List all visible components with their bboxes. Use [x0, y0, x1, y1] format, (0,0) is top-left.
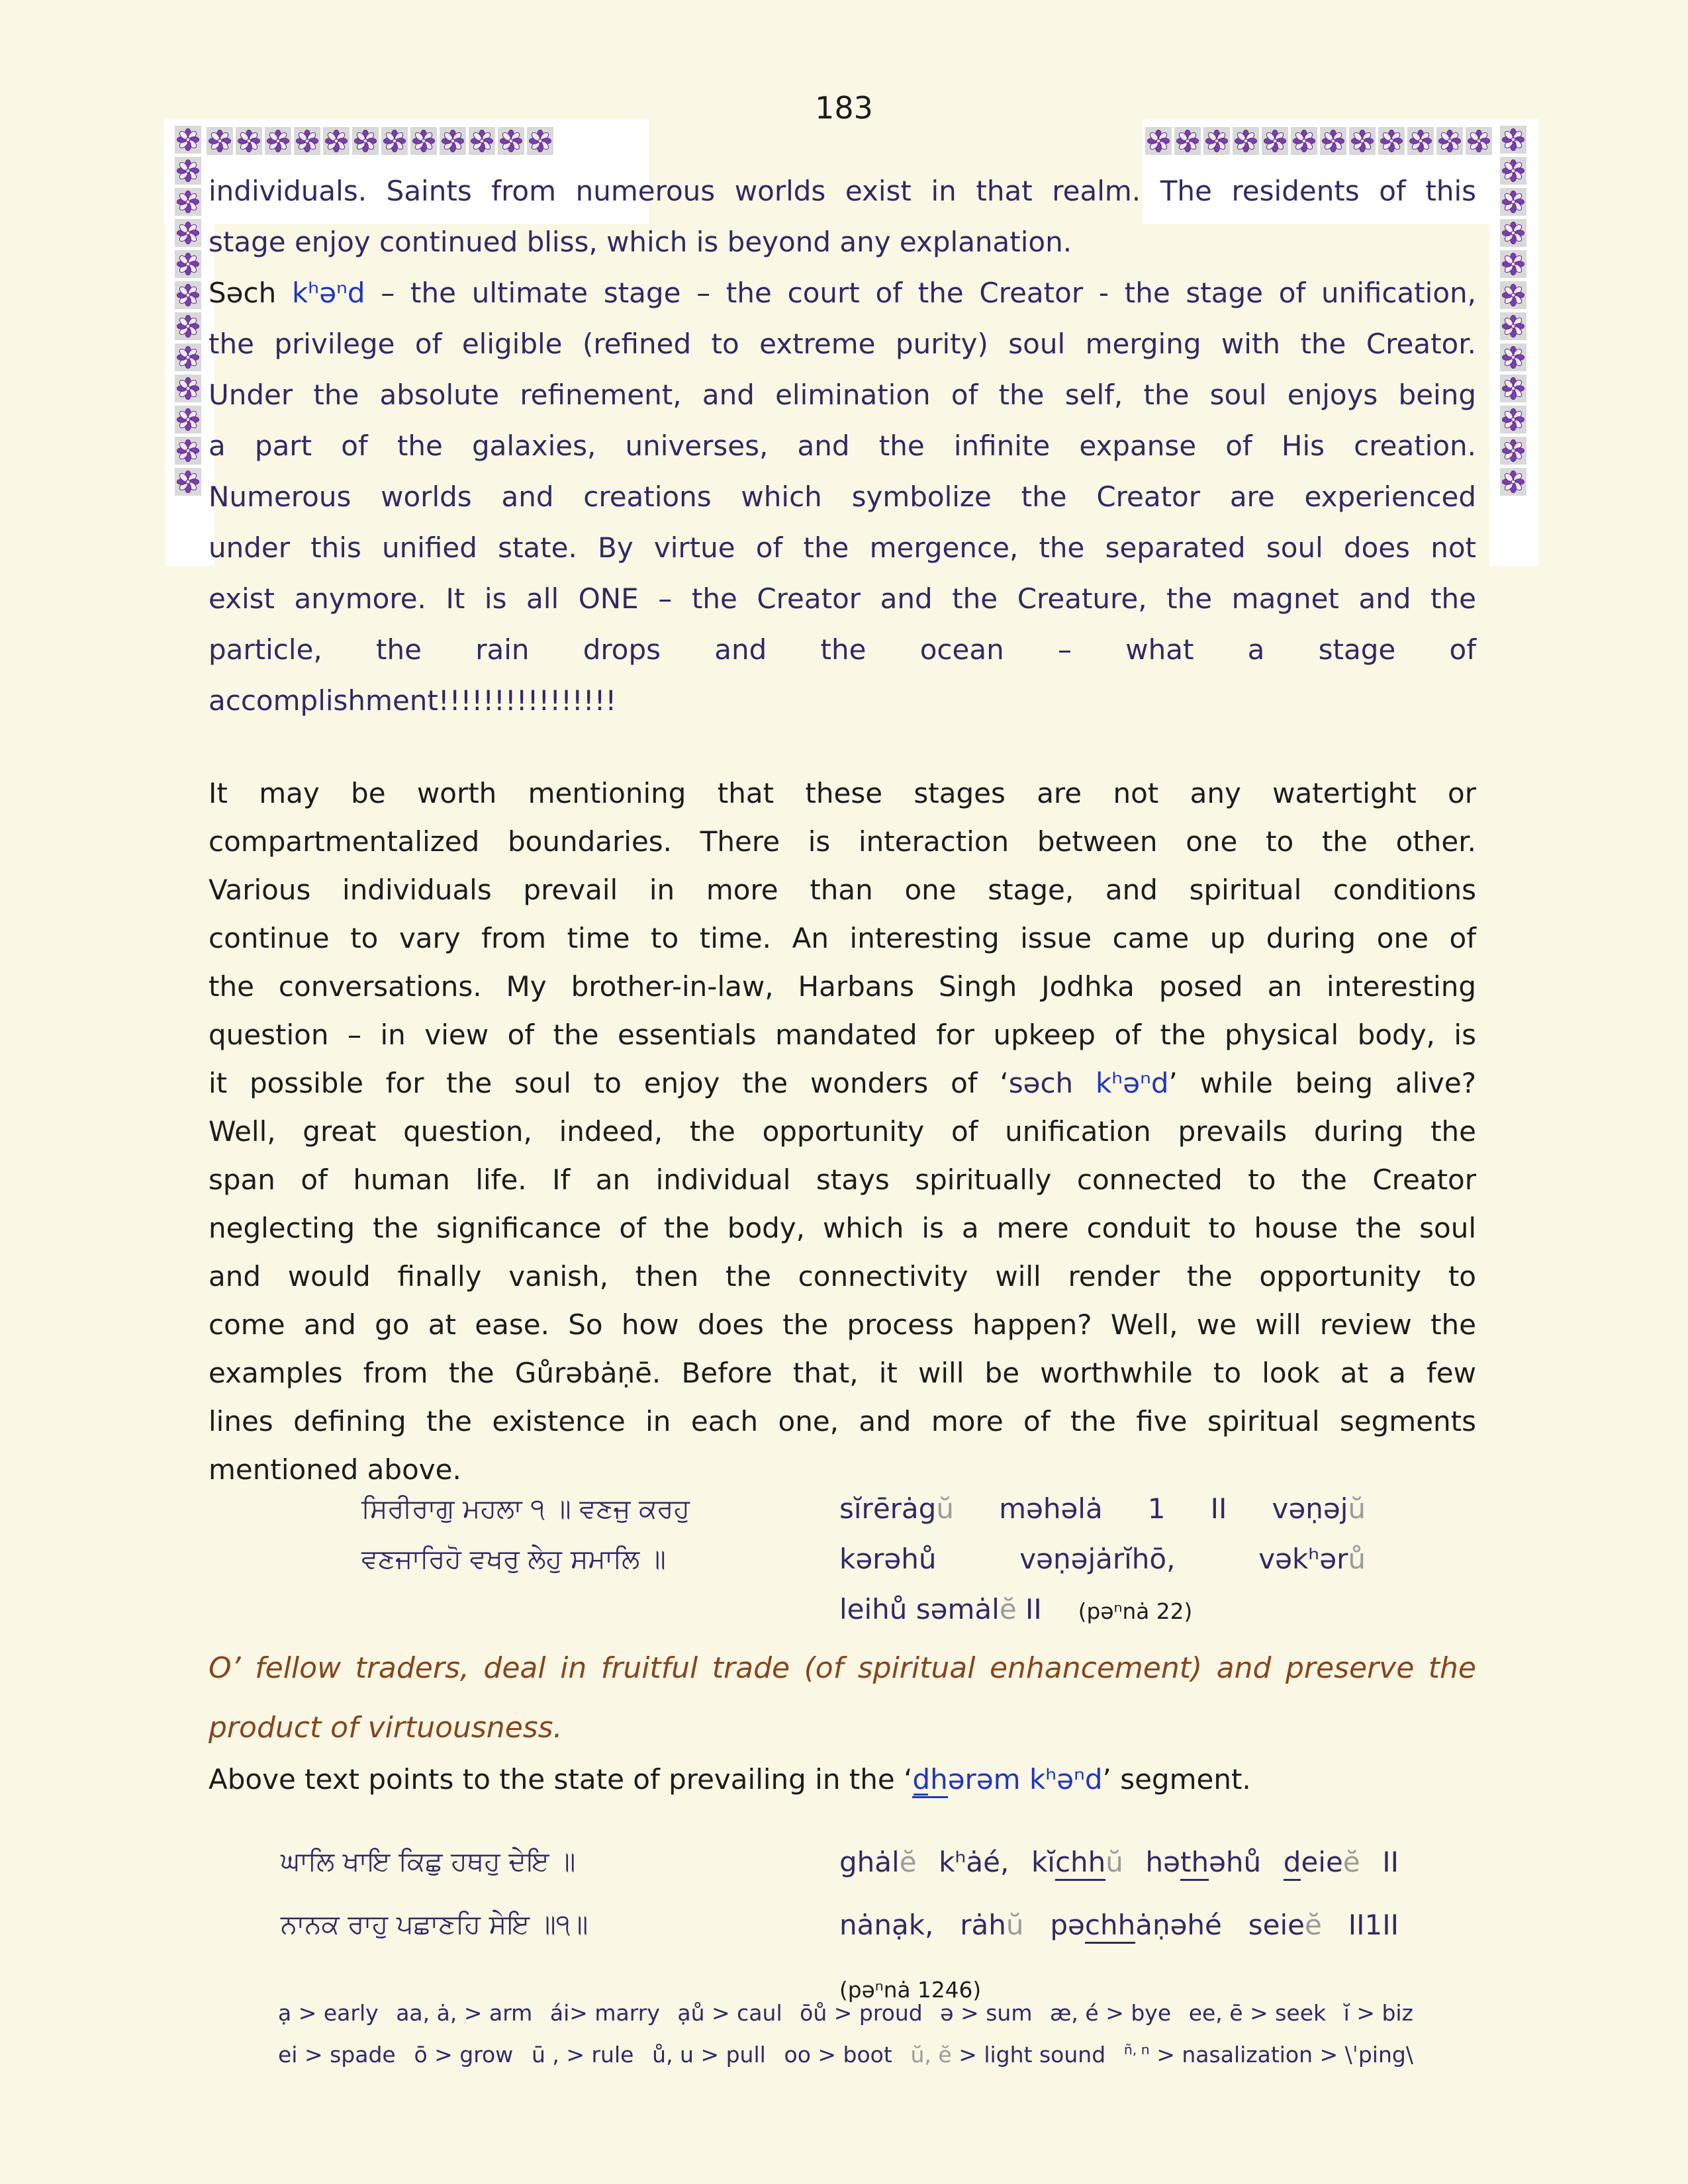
decorative-border-top-right: [1145, 127, 1492, 155]
text-segment: ŭ: [1006, 1909, 1024, 1941]
text-line: [209, 1639, 1476, 1698]
flower-icon: [1466, 127, 1492, 155]
text-line: [209, 1156, 1476, 1204]
text-line: [209, 522, 1476, 573]
flower-icon: [440, 127, 466, 155]
flower-icon: [1203, 127, 1230, 155]
flower-icon: [1235, 129, 1257, 153]
flower-icon: [471, 129, 493, 153]
flower-icon: [1502, 345, 1524, 369]
flower-icon: [1436, 127, 1463, 155]
flower-icon: [500, 129, 522, 153]
gurmukhi-quote-2: [281, 1831, 771, 1956]
text-line: [209, 1397, 1476, 1445]
text-segment: ĕ: [1342, 1846, 1360, 1878]
translation-italic: [209, 1639, 1476, 1758]
text-line: [839, 1584, 1366, 1637]
flower-icon: [1264, 129, 1286, 153]
text-segment: neglecting the significance of the body, which is a mere conduit to house the soul: [209, 1212, 1476, 1244]
text-line: [209, 1698, 1476, 1758]
text-segment: particle, the rain drops and the ocean – what a stage of: [209, 633, 1476, 666]
flower-icon: [1500, 375, 1526, 402]
above-text-line: [209, 1755, 1479, 1803]
text-line: [209, 1252, 1476, 1300]
flower-icon: [177, 439, 199, 463]
flower-icon: [1502, 159, 1524, 183]
flower-icon: [175, 406, 201, 433]
text-line: [209, 817, 1476, 866]
flower-icon: [1468, 129, 1490, 153]
text-segment: question – in view of the essentials mandated for upkeep of the physical body, is: [209, 1019, 1476, 1051]
key-item: [911, 2042, 1106, 2068]
text-segment: ərəm: [947, 1763, 1021, 1796]
flower-icon: [1205, 129, 1228, 153]
text-line: [281, 1831, 771, 1893]
text-line: [209, 1107, 1476, 1156]
flower-icon: [323, 127, 350, 155]
flower-icon: [177, 314, 199, 338]
text-segment: come and go at ease. So how does the process happen? Well, we will review the: [209, 1308, 1476, 1341]
flower-icon: [1291, 127, 1317, 155]
text-segment: Numerous worlds and creations which symbolize the Creator are experienced: [209, 480, 1476, 513]
flower-icon: [177, 345, 199, 369]
text-segment: the conversations. My brother-in-law, Harbans Singh Jodhka posed an interesting: [209, 970, 1476, 1003]
text-segment: II1II: [1321, 1909, 1399, 1941]
flower-icon: [1502, 314, 1524, 338]
text-line: [209, 1204, 1476, 1252]
flower-icon: [1174, 127, 1201, 155]
flower-icon: [325, 129, 348, 153]
text-segment: accomplishment!!!!!!!!!!!!!!!!: [209, 684, 617, 717]
flower-icon: [177, 408, 199, 432]
flower-icon: [527, 127, 553, 155]
flower-icon: [381, 127, 408, 155]
flower-icon: [412, 129, 435, 153]
flower-icon: [383, 129, 406, 153]
flower-icon: [1502, 377, 1524, 400]
text-line: [209, 165, 1476, 216]
flower-icon: [238, 129, 260, 153]
text-line: [839, 1484, 1366, 1534]
key-item: [1344, 2000, 1413, 2026]
text-segment: Various individuals prevail in more than one stage, and spiritual conditions: [209, 874, 1476, 906]
text-segment: d: [1284, 1846, 1301, 1881]
flower-icon: [442, 129, 464, 153]
key-item: [677, 2000, 782, 2026]
flower-icon: [177, 283, 199, 307]
pronunciation-key-row-1: [278, 2000, 1413, 2026]
flower-icon: [177, 190, 199, 214]
text-segment: hə: [1123, 1846, 1180, 1878]
transliteration-quote-1: [839, 1484, 1366, 1637]
key-item: [550, 2000, 660, 2026]
text-segment: a part of the galaxies, universes, and the infinite expanse of His creation.: [209, 430, 1476, 462]
flower-icon: [265, 127, 291, 155]
flower-icon: [209, 129, 231, 153]
text-line: [839, 1534, 1366, 1584]
text-segment: ਸਿਰੀਰਾਗੁ ਮਹਲਾ ੧ ॥ ਵਣਜੁ ਕਰਹੁ: [361, 1494, 690, 1524]
flower-icon: [1322, 129, 1344, 153]
key-item: [278, 2000, 379, 2026]
text-segment: stage enjoy continued bliss, which is beyond any explanation.: [209, 226, 1072, 258]
text-line: [209, 962, 1476, 1011]
flower-icon: [267, 129, 289, 153]
text-segment: kʰəⁿd: [1095, 1067, 1169, 1099]
flower-icon: [1502, 128, 1524, 152]
paragraph-sach-khand: [209, 267, 1476, 726]
page-number: 183: [815, 90, 873, 126]
decorative-border-left: [175, 126, 201, 496]
text-segment: ái> marry: [549, 2000, 660, 2026]
text-segment: mentioned above.: [209, 1453, 461, 1486]
flower-icon: [469, 127, 495, 155]
flower-icon: [236, 127, 262, 155]
text-segment: examples from the Gůrəbȧṇē. Before that, it will be worthwhile to look at a few: [209, 1357, 1476, 1389]
text-segment: It may be worth mentioning that these stages are not any watertight or: [209, 777, 1476, 809]
text-segment: ū , > rule: [531, 2042, 634, 2068]
text-segment: th: [1180, 1846, 1209, 1881]
text-segment: əhů: [1209, 1846, 1284, 1878]
text-segment: > light sound: [951, 2042, 1106, 2068]
text-line: [209, 420, 1476, 471]
text-segment: ạů > caul: [677, 2000, 782, 2026]
flower-icon: [1500, 437, 1526, 465]
flower-icon: [1147, 129, 1170, 153]
text-segment: ạ > early: [278, 2000, 379, 2026]
key-item: [396, 2000, 532, 2026]
flower-icon: [175, 437, 201, 465]
text-segment: leihů səmȧl: [839, 1593, 1000, 1625]
text-line: [839, 1831, 1399, 1893]
text-segment: ŭ: [1348, 1492, 1366, 1525]
text-segment: ə > sum: [940, 2000, 1033, 2026]
flower-icon: [410, 127, 437, 155]
text-segment: span of human life. If an individual stays spiritually connected to the Creator: [209, 1163, 1476, 1196]
text-segment: > nasalization > \ˈping\: [1149, 2042, 1413, 2068]
key-item: [1189, 2000, 1326, 2026]
flower-icon: [175, 312, 201, 340]
key-item: [800, 2000, 923, 2026]
text-segment: ghȧl: [839, 1846, 900, 1878]
text-segment: kʰȧé, kĭ: [916, 1846, 1055, 1878]
flower-icon: [1500, 312, 1526, 340]
text-segment: chh: [1055, 1846, 1105, 1881]
text-segment: ei > spade: [278, 2042, 396, 2068]
flower-icon: [1349, 127, 1376, 155]
text-line: [209, 675, 1476, 726]
text-segment: kʰəⁿd: [1029, 1763, 1103, 1796]
text-line: [209, 1349, 1476, 1397]
text-segment: Well, great question, indeed, the opportunity of unification prevails during the: [209, 1115, 1476, 1148]
flower-icon: [177, 252, 199, 276]
flower-icon: [1438, 129, 1461, 153]
text-segment: O’ fellow traders, deal in fruitful trade (of spiritual enhancement) and preserve the: [209, 1651, 1476, 1685]
paragraph-stages-discussion: [209, 769, 1476, 1494]
key-item: [532, 2042, 633, 2068]
text-segment: exist anymore. It is all ONE – the Creator and the Creature, the magnet and the: [209, 582, 1476, 615]
text-segment: Above text points to the state of prevailing in the ‘: [209, 1763, 913, 1796]
flower-icon: [177, 221, 199, 245]
text-segment: ਘਾਲਿ ਖਾਇ ਕਿਛੁ ਹਥਹੁ ਦੇਇ ॥: [281, 1846, 576, 1877]
flower-icon: [1380, 129, 1403, 153]
flower-icon: [294, 127, 320, 155]
flower-icon: [1500, 188, 1526, 216]
text-line: [209, 471, 1476, 522]
key-item: [278, 2042, 396, 2068]
text-line: [209, 866, 1476, 914]
text-line: [209, 318, 1476, 369]
text-segment: (pəⁿnȧ 1246): [839, 1978, 982, 2003]
flower-icon: [1176, 129, 1199, 153]
text-segment: ’ segment.: [1102, 1763, 1251, 1796]
flower-icon: [175, 468, 201, 496]
flower-icon: [1500, 281, 1526, 309]
text-segment: lines defining the existence in each one, and more of the five spiritual segments: [209, 1405, 1476, 1437]
text-segment: (pəⁿnȧ 22): [1078, 1599, 1193, 1624]
flower-icon: [175, 188, 201, 216]
flower-icon: [175, 157, 201, 185]
text-line: [209, 769, 1476, 817]
key-item: [1124, 2042, 1413, 2068]
flower-icon: [354, 129, 377, 153]
text-segment: ee, ē > seek: [1188, 2000, 1327, 2026]
text-segment: ŭ: [936, 1492, 954, 1525]
text-line: [839, 1893, 1399, 1956]
text-segment: ĭ > biz: [1343, 2000, 1413, 2026]
flower-icon: [1407, 127, 1434, 155]
flower-icon: [175, 219, 201, 247]
flower-icon: [1500, 343, 1526, 371]
text-segment: oo > boot: [784, 2042, 892, 2068]
text-segment: product of virtuousness.: [209, 1711, 563, 1745]
flower-icon: [1502, 439, 1524, 463]
text-segment: ů, u > pull: [652, 2042, 766, 2068]
pronunciation-key-row-2: [278, 2042, 1413, 2068]
transliteration-quote-2: [839, 1831, 1399, 2022]
flower-icon: [175, 343, 201, 371]
text-segment: sĭrērȧg: [839, 1492, 937, 1525]
flower-icon: [1502, 470, 1524, 494]
text-line: [209, 573, 1476, 624]
text-segment: individuals. Saints from numerous worlds exist in that realm. The residents of this: [209, 175, 1476, 207]
text-line: [209, 369, 1476, 420]
text-segment: səch: [1008, 1067, 1096, 1099]
text-segment: nȧnạk, rȧh: [839, 1909, 1006, 1941]
text-line: [281, 1893, 771, 1956]
flower-icon: [1500, 468, 1526, 496]
text-line: [209, 624, 1476, 675]
flower-icon: [177, 159, 199, 183]
text-line: [361, 1534, 825, 1584]
text-segment: ñ, n: [1123, 2042, 1150, 2058]
text-segment: II: [1360, 1846, 1399, 1878]
key-item: [784, 2042, 892, 2068]
text-segment: chh: [1085, 1909, 1135, 1944]
flower-icon: [1500, 126, 1526, 154]
text-segment: ŭ, ĕ: [910, 2042, 952, 2068]
flower-icon: [296, 129, 318, 153]
flower-icon: [498, 127, 524, 155]
text-segment: məhəlȧ 1 II vəṇəj: [953, 1492, 1348, 1525]
text-segment: ĕ: [999, 1593, 1017, 1625]
key-item: [652, 2042, 766, 2068]
text-segment: kʰəⁿd: [291, 277, 365, 309]
flower-icon: [1500, 250, 1526, 278]
text-segment: it possible for the soul to enjoy the wonders of ‘: [209, 1067, 1009, 1099]
text-line: [209, 1300, 1476, 1349]
text-segment: Səch: [209, 277, 292, 309]
flower-icon: [529, 129, 551, 153]
flower-icon: [1351, 129, 1374, 153]
flower-icon: [1320, 127, 1346, 155]
flower-icon: [177, 377, 199, 400]
text-segment: kərəhů vəṇəjȧrĭhō, vəkʰər: [839, 1543, 1348, 1575]
text-line: [209, 267, 1476, 318]
text-segment: ŭ: [1105, 1846, 1123, 1878]
text-segment: ů: [1348, 1543, 1366, 1575]
flower-icon: [1500, 219, 1526, 247]
flower-icon: [1500, 406, 1526, 433]
text-segment: ĕ: [1305, 1909, 1322, 1941]
flower-icon: [1502, 252, 1524, 276]
decorative-border-top-left: [207, 127, 553, 155]
flower-icon: [1233, 127, 1259, 155]
key-item: [940, 2000, 1032, 2026]
text-segment: – the ultimate stage – the court of the Creator - the stage of unification,: [365, 277, 1476, 309]
gurmukhi-quote-1: [361, 1484, 825, 1584]
flower-icon: [1502, 221, 1524, 245]
flower-icon: [1502, 408, 1524, 432]
flower-icon: [177, 128, 199, 152]
key-item: [414, 2042, 513, 2068]
text-segment: under this unified state. By virtue of the mergence, the separated soul does not: [209, 531, 1476, 564]
flower-icon: [1262, 127, 1288, 155]
text-segment: ਨਾਨਕ ਰਾਹੁ ਪਛਾਣਹਿ ਸੇਇ ॥੧॥: [281, 1909, 588, 1940]
flower-icon: [1145, 127, 1172, 155]
text-line: [209, 216, 1476, 267]
text-segment: ਵਣਜਾਰਿਹੋ ਵਖਰੁ ਲੇਹੁ ਸਮਾਲਿ ॥: [361, 1544, 666, 1574]
text-segment: ȧṇəhé seie: [1135, 1909, 1305, 1941]
text-line: [209, 1011, 1476, 1059]
flower-icon: [1500, 157, 1526, 185]
text-line: [209, 1059, 1476, 1107]
text-segment: pə: [1023, 1909, 1085, 1941]
key-item: [1050, 2000, 1171, 2026]
paragraph-realm-residents: [209, 165, 1476, 267]
flower-icon: [1293, 129, 1315, 153]
text-segment: d̲h: [912, 1763, 947, 1798]
flower-icon: [352, 127, 379, 155]
text-segment: aa, ȧ, > arm: [396, 2000, 533, 2026]
text-line: [361, 1484, 825, 1534]
decorative-border-right: [1500, 126, 1526, 496]
flower-icon: [175, 250, 201, 278]
flower-icon: [1378, 127, 1405, 155]
text-segment: eie: [1301, 1846, 1343, 1878]
text-segment: and would finally vanish, then the connectivity will render the opportunity to: [209, 1260, 1476, 1293]
flower-icon: [175, 126, 201, 154]
flower-icon: [1409, 129, 1432, 153]
text-line: [209, 914, 1476, 962]
flower-icon: [177, 470, 199, 494]
text-segment: ĕ: [899, 1846, 917, 1878]
text-segment: ’ while being alive?: [1168, 1067, 1476, 1099]
text-segment: the privilege of eligible (refined to extreme purity) soul merging with the Creator.: [209, 328, 1476, 360]
flower-icon: [207, 127, 233, 155]
text-segment: æ, é > bye: [1050, 2000, 1172, 2026]
text-segment: continue to vary from time to time. An interesting issue came up during one of: [209, 922, 1476, 954]
text-segment: Under the absolute refinement, and elimination of the self, the soul enjoys being: [209, 379, 1476, 411]
flower-icon: [175, 375, 201, 402]
text-segment: [1021, 1763, 1029, 1796]
text-line: [209, 1755, 1479, 1803]
flower-icon: [1502, 190, 1524, 214]
text-segment: compartmentalized boundaries. There is interaction between one to the other.: [209, 825, 1476, 858]
flower-icon: [1502, 283, 1524, 307]
flower-icon: [175, 281, 201, 309]
text-segment: ō > grow: [414, 2042, 514, 2068]
text-segment: ōů > proud: [800, 2000, 923, 2026]
text-segment: II: [1016, 1593, 1042, 1625]
